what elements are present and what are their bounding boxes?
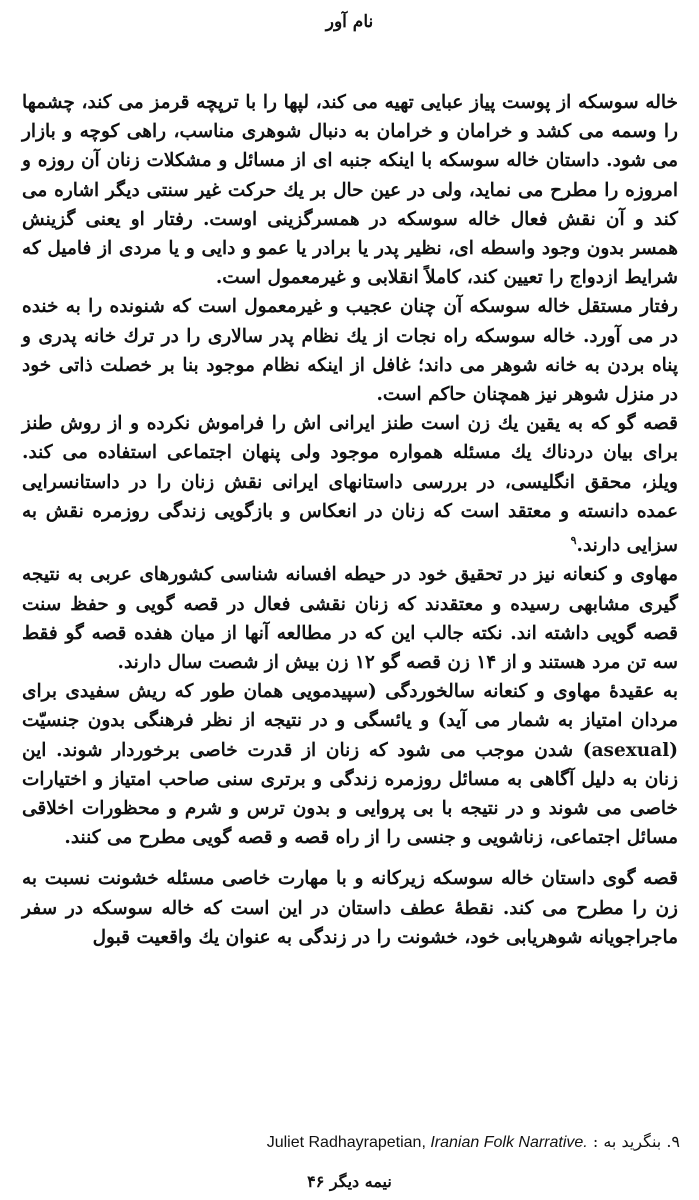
paragraph-5: به عقیدهٔ مهاوی و کنعانه سالخوردگی (سپیدمویی همان طور که ریش سفیدی برای مردان امتیاز به شمار می آید) و یائسگی و در نتیجه از نظر فرهنگی بدون جنسیّت (asexual) شدن موجب می شود که زنان از قدرت خاصی برخوردار شوند. این زنان به دلیل آگاهی به مسائل روزمره زندگی و برتری سنی صاحب امتیاز و اختیارات خاصی می شوند و در نتیجه با بی پروایی و بدون ترس و شرم و محظورات اخلاقی مسائل اجتماعی، زناشویی و جنسی را از راه قصه و قصه گویی مطرح می کنند. [22, 681, 678, 849]
running-header: نام آور [325, 12, 374, 32]
footnote-label: ۹. بنگرید به : [592, 1132, 680, 1151]
footnote-citation [267, 1134, 588, 1151]
footnote [150, 1132, 680, 1152]
paragraph-3-text: قصه گو که به یقین یك زن است طنز ایرانی اش را فراموش نکرده و از روش طنز برای بیان دردناك یك مسئله همواره موجود ولی پنهان اجتماعی استفاده می کند. ویلز، محقق انگلیسی، در بررسی داستانهای ایرانی نقش زنان را در داستانسرایی عمده دانسته و معتقد است که زنان در انعکاس و بازگویی زندگی روزمره نقش به سزایی دارند. [22, 413, 678, 557]
paragraph-3 [22, 409, 678, 560]
paragraph-4: مهاوی و کنعانه نیز در تحقیق خود در حیطه افسانه شناسی کشورهای عربی به نتیجه گیری مشابهی رسیده و معتقدند که زنان نقشی فعال در قصه گویی و حفظ سنت قصه گویی داشته اند. نکته جالب این که در مطالعه آنها از میان هفده قصه گو فقط سه تن مرد هستند و از ۱۴ زن قصه گو ۱۲ زن بیش از شصت سال دارند. [22, 564, 678, 674]
page-footer: نیمه دیگر ۴۶ [307, 1172, 392, 1191]
footnote-author: Juliet Radhayrapetian, [266, 1134, 426, 1151]
paragraph-6: قصه گوی داستان خاله سوسکه زیرکانه و با مهارت خاصی مسئله خشونت نسبت به زن را مطرح می کند. نقطهٔ عطف داستان در این است که خاله سوسکه در سفر ماجراجویانه شوهریابی خود، خشونت را در زندگی به عنوان یك واقعیت قبول [22, 868, 678, 948]
paragraph-1: خاله سوسکه از پوست پیاز عبایی تهیه می کند، لپها را با ترپچه قرمز می کند، چشمها را وسمه می کشد و خرامان و خرامان به دنبال شوهری مناسب، راهی کوچه و بازار می شود. داستان خاله سوسکه با اینکه جنبه ای از مسائل و مشکلات زنان آن روزه و امروزه را مطرح می نماید، ولی در عین حال بر یك حرکت غیر سنتی دیگر اشاره می کند و آن نقش فعال خاله سوسکه در همسرگزینی اوست. رفتار او یعنی گزینش همسر بدون وجود واسطه ای، نظیر پدر یا برادر یا عمو و دایی و یا مردی از فامیل که شرایط ازدواج را تعیین کند، کاملاً انقلابی و غیرمعمول است. [22, 92, 678, 289]
footnote-marker: ۹ [570, 534, 577, 548]
body-text [22, 88, 678, 952]
paragraph-2: رفتار مستقل خاله سوسکه آن چنان عجیب و غیرمعمول است که شنونده را به خنده در می آورد. خاله سوسکه راه نجات از یك نظام پدر سالاری را در ترك خانه پدری و پناه بردن به خانه شوهر می داند؛ غافل از اینکه نظام موجود بنا بر خصلت ذاتی خود در منزل شوهر نیز همچنان حاکم است. [22, 296, 678, 406]
footnote-work: Iranian Folk Narrative. [430, 1134, 588, 1151]
